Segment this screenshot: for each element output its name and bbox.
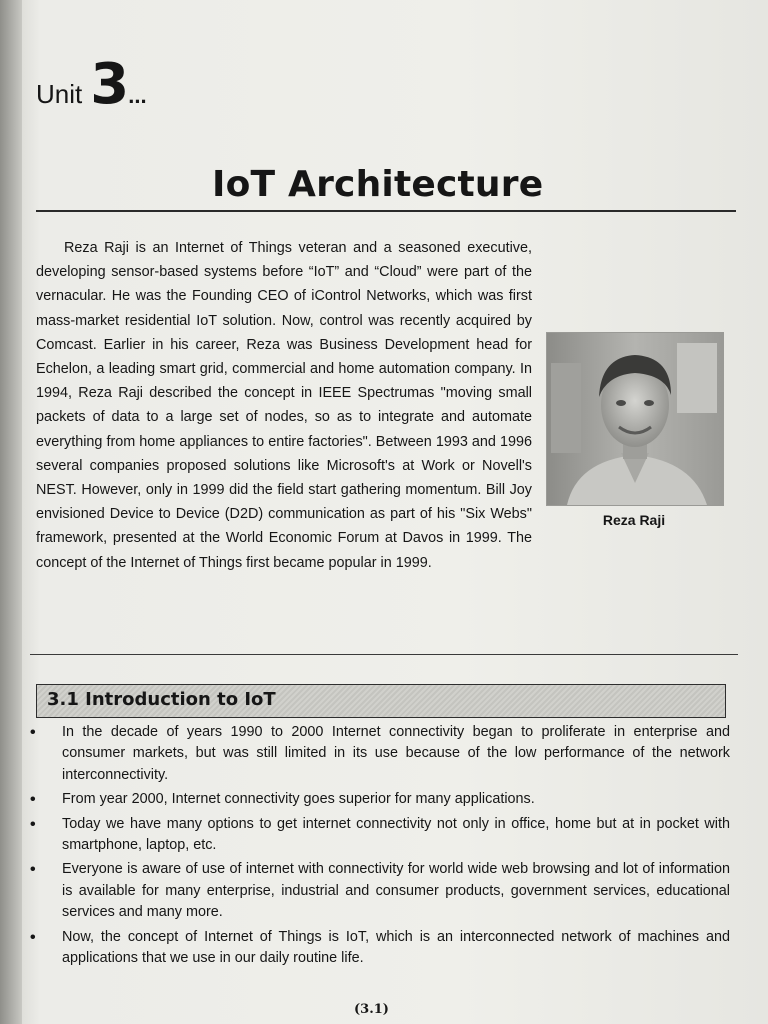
list-item xyxy=(30,814,730,857)
intro-paragraph: Reza Raji is an Internet of Things veteran and a seasoned executive, developing sensor-based systems before “IoT” and “Cloud” were part of the vernacular. He was the Founding CEO of iControl Networks, which was first mass-market residential IoT solution. Now, control was recently acquired by Comcast. Earlier in his career, Reza was Business Development head for Echelon, a leading smart grid, commercial and home automation company. In 1994, Reza Raji described the concept in IEEE Spectrumas "moving small packets of data to a large set of nodes, so as to integrate and automate everything from home appliances to entire factories". Between 1993 and 1996 several companies proposed solutions like Microsoft's at Work or Novell's NEST. However, only in 1999 did the field start gathering momentum. Bill Joy envisioned Device to Device (D2D) communication as part of his "Six Webs" framework, presented at the World Economic Forum at Davos in 1999. The concept of the Internet of Things first became popular in 1999. xyxy=(36,240,532,571)
title-divider xyxy=(36,210,736,212)
list-item-text: From year 2000, Internet connectivity goes superior for many applications. xyxy=(62,791,535,808)
bullet-list xyxy=(30,722,730,972)
list-item xyxy=(30,789,730,810)
photo-caption: Reza Raji xyxy=(602,512,666,528)
portrait-photo xyxy=(546,332,724,506)
section-title: 3.1 Introduction to IoT xyxy=(47,689,276,710)
chapter-title: IoT Architecture xyxy=(212,164,544,205)
list-item-text: Now, the concept of Internet of Things is IoT, which is an interconnected network of machines and applications that we use in our daily routine life. xyxy=(62,928,730,967)
bullet-icon: • xyxy=(30,815,36,833)
unit-heading xyxy=(36,52,147,117)
unit-dots: ... xyxy=(128,83,147,108)
list-item-text: Everyone is aware of use of internet with connectivity for world wide web browsing and lot of information is available for many enterprise, industrial and consumer products, government services, educational services and many more. xyxy=(62,861,730,921)
bullet-icon: • xyxy=(30,791,36,809)
list-item xyxy=(30,859,730,923)
bullet-icon: • xyxy=(30,861,36,879)
section-header xyxy=(36,684,726,718)
unit-number: 3 xyxy=(90,52,129,117)
list-item xyxy=(30,722,730,786)
book-spine-shadow xyxy=(0,0,22,1024)
section-divider xyxy=(30,654,738,655)
list-item-text: Today we have many options to get internet connectivity not only in office, home but at in pocket with smartphone, laptop, etc. xyxy=(62,815,730,854)
list-item-text: In the decade of years 1990 to 2000 Internet connectivity began to proliferate in enterprise and consumer markets, but was still limited in its use because of the low performance of the network interconnectivity. xyxy=(62,724,730,783)
unit-label: Unit xyxy=(36,79,83,109)
bullet-icon: • xyxy=(30,928,36,946)
bullet-icon: • xyxy=(30,724,36,741)
page-number: (3.1) xyxy=(354,1002,389,1017)
list-item xyxy=(30,927,730,970)
